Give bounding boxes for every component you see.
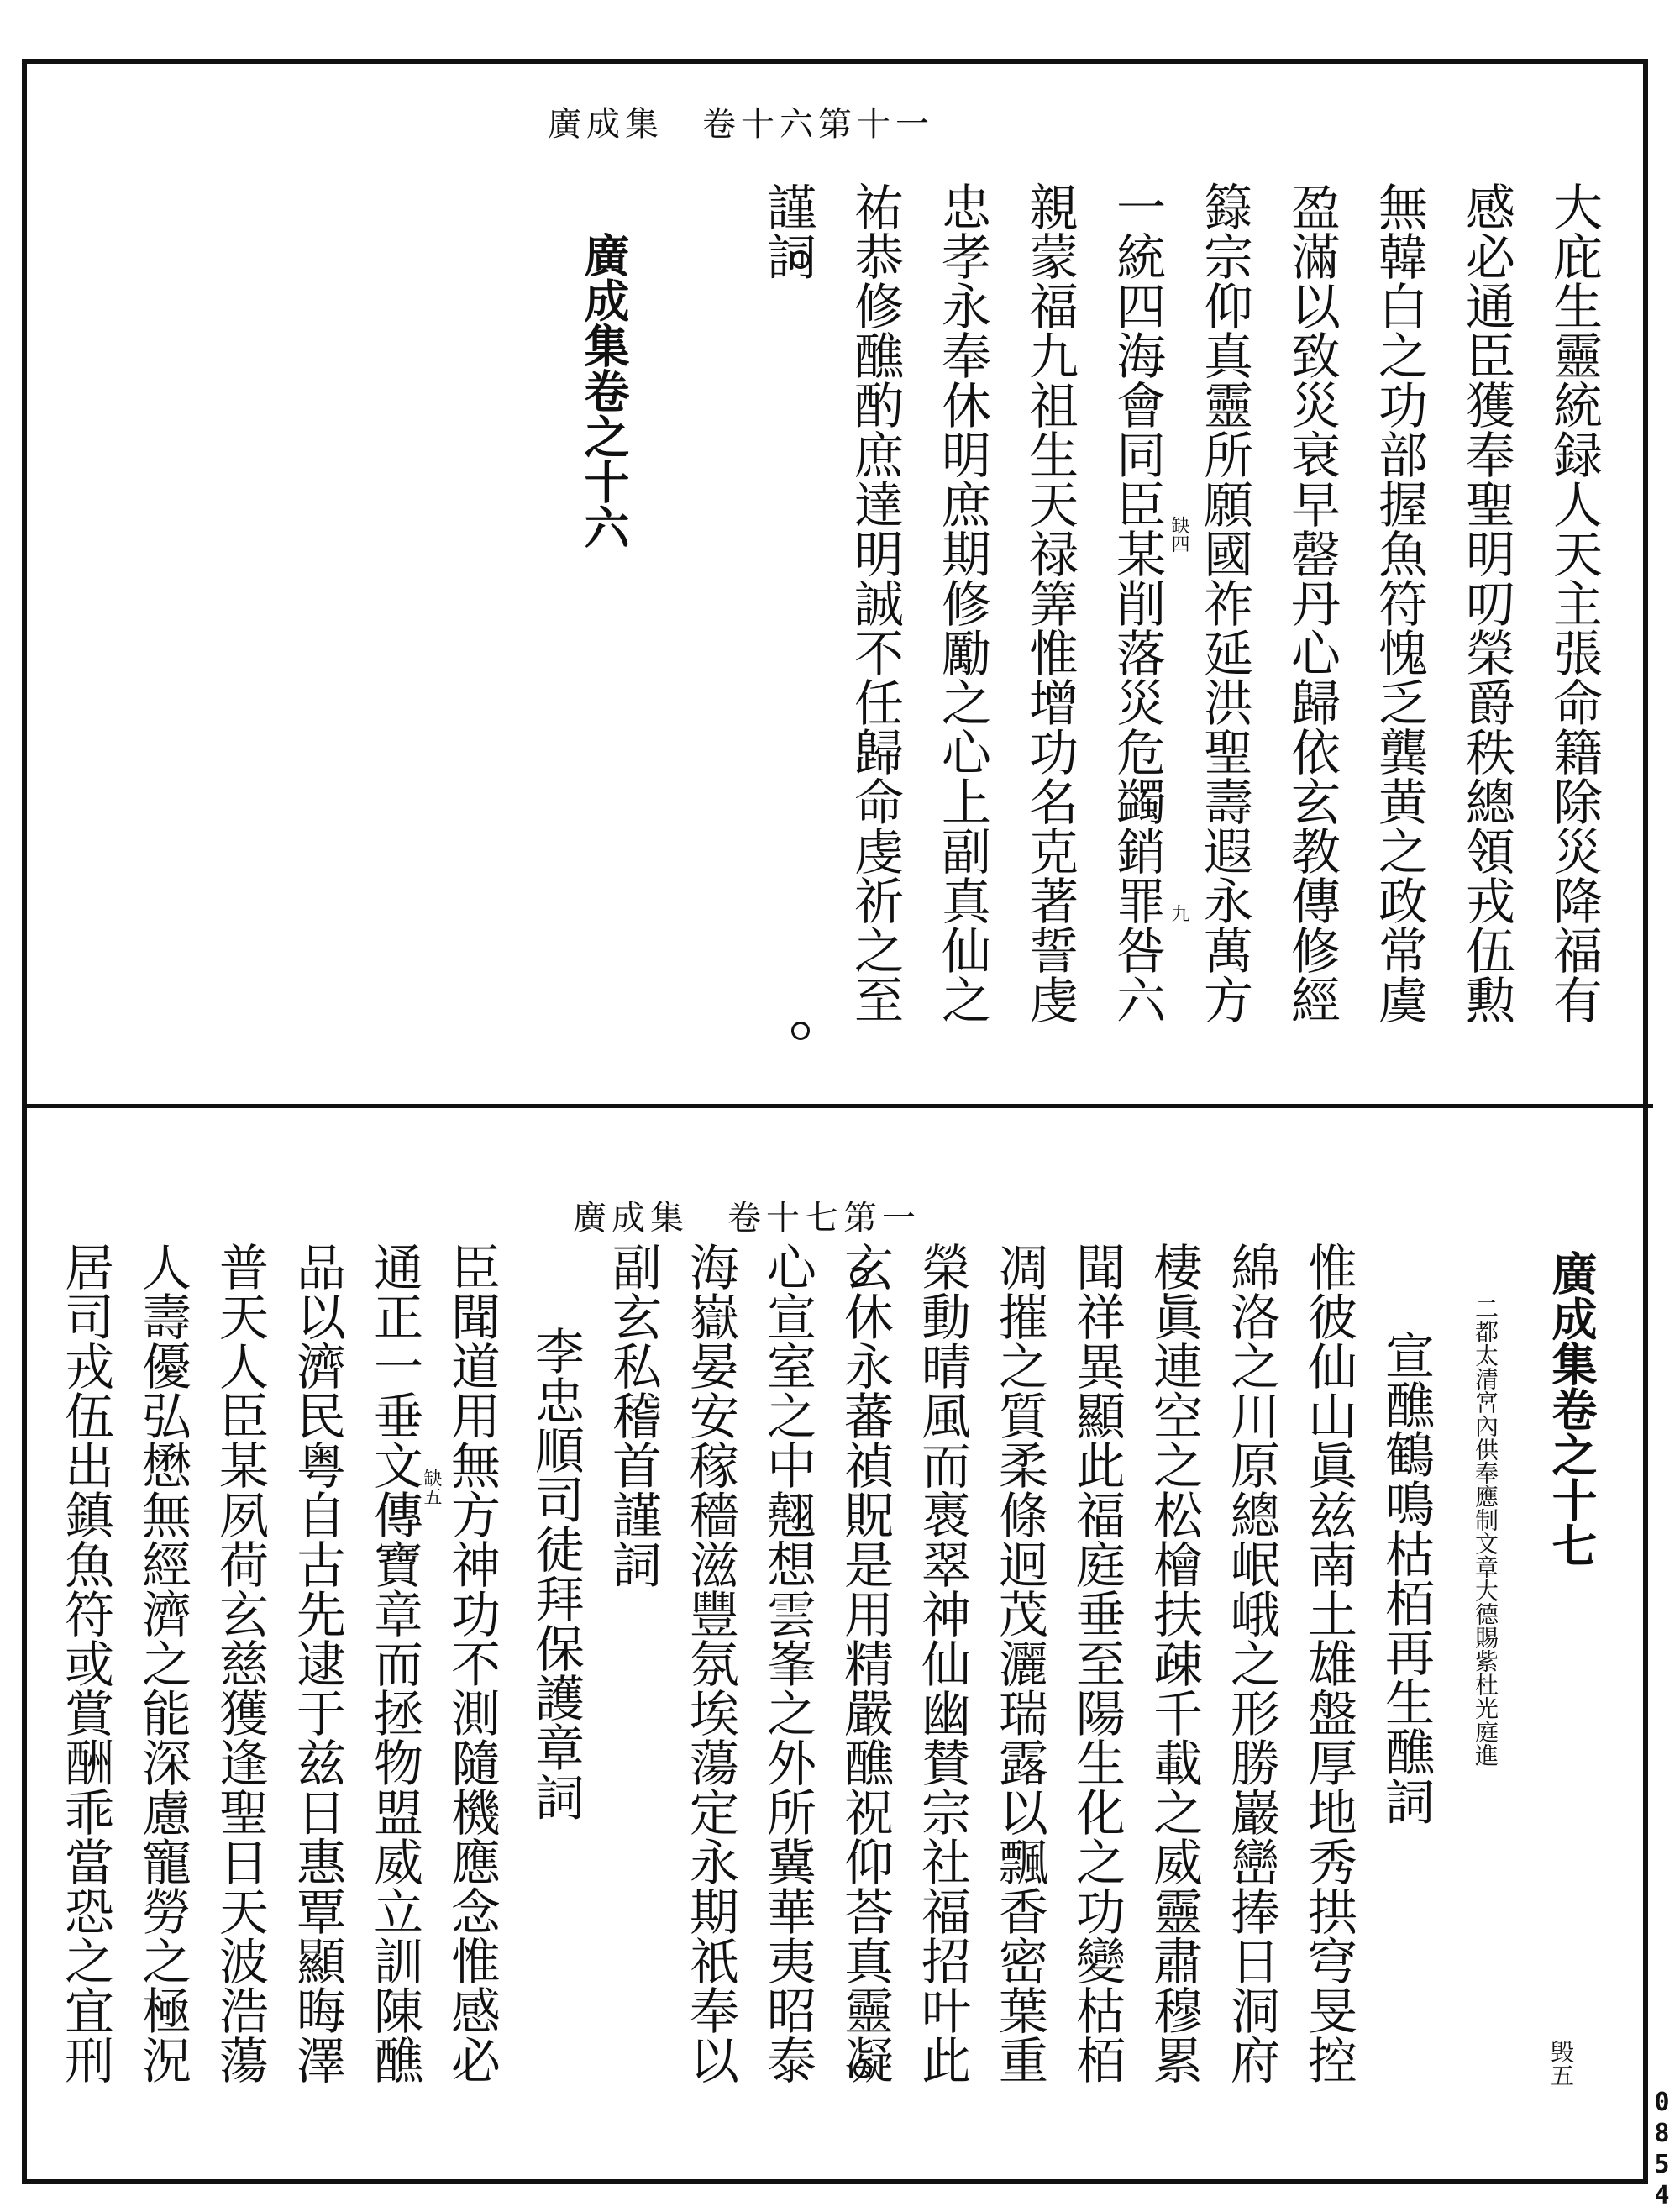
upper-text-column: 祐恭修醮酌庶達明誠不任歸命虔祈之至 [846, 181, 904, 1024]
upper-text-column: 大庇生靈統録人天主張命籍除災降福有 [1545, 181, 1603, 1024]
lower-text-column: 惟彼仙山眞兹南土雄盤厚地秀拱穹旻控 [1299, 1242, 1357, 2084]
lower-text-column: 普天人臣某夙荷玄慈獲逢聖日天波浩蕩 [211, 1242, 269, 2084]
upper-text-column: 無韓白之功部握魚符愧乏龔黄之政常虞 [1370, 181, 1428, 1024]
lower-text-column: 臣聞道用無方神功不測隨機應念惟感必 [443, 1242, 501, 2084]
lower-text-column: 凋摧之質柔條迥茂灑瑞露以飄香密葉重 [990, 1242, 1048, 2084]
upper-text-column: 忠孝永奉休明庶期修勵之心上副真仙之 [933, 181, 991, 1024]
lower-page [27, 1116, 1653, 2176]
lower-text-column: 人壽優弘懋無經濟之能深慮寵勞之極況 [134, 1242, 192, 2084]
lower-volume-title: 廣成集卷之十七 [1545, 1250, 1599, 1568]
upper-text-column: 盈滿以致災衰早罄丹心歸依玄教傳修經 [1283, 181, 1341, 1024]
lower-margin-note: 缺五 [421, 1469, 442, 1505]
lower-text-column: 榮動晴風而褭翠神仙幽賛宗社福招叶此 [913, 1242, 971, 2084]
upper-volume-title: 廣成集卷之十六 [577, 232, 631, 549]
lower-subtitle: 宣醮鶴鳴枯栢再生醮詞 [1377, 1330, 1435, 1826]
upper-page [27, 64, 1653, 1099]
lower-text-column: 聞祥異顯此福庭垂至陽生化之功變枯栢 [1068, 1242, 1126, 2084]
lower-text-column: 居司戎伍出鎮魚符或賞酬乖當恐之宜刑 [56, 1242, 114, 2084]
lower-subtitle: 李忠順司徒拜保護章詞 [527, 1326, 585, 1821]
lower-text-column: 副玄私稽首謹詞 [604, 1242, 662, 1589]
upper-margin-note: 九 [1168, 904, 1189, 922]
lower-text-column: 玄休永蕃禎貺是用精嚴醮祝仰荅真靈凝 [836, 1242, 894, 2084]
circle-mark-icon [791, 1022, 810, 1040]
upper-margin-note: 缺四 [1168, 516, 1189, 553]
author-line: 二都太清宮內供奉應制文章大德賜紫杜光庭進 [1472, 1296, 1499, 1767]
lower-text-column: 棲眞連空之松檜扶疎千載之威靈肅穆累 [1145, 1242, 1203, 2084]
lower-text-column: 心宣室之中翹想雲峯之外所冀華夷昭泰 [759, 1242, 816, 2084]
circle-mark-icon [791, 250, 810, 269]
circle-mark-icon [850, 1267, 869, 1285]
upper-text-column: 籙宗仰真靈所願國祚延洪聖壽遐永萬方 [1195, 181, 1253, 1024]
lower-text-column: 綿洛之川原總岷峨之形勝巖巒捧日洞府 [1222, 1242, 1280, 2084]
lower-running-header: 廣成集 卷十七第一 [573, 1199, 921, 1237]
upper-text-column: 謹詞 [759, 181, 816, 281]
page-divider [27, 1104, 1653, 1108]
lower-text-column: 品以濟民粤自古先逮于兹日惠覃顯晦澤 [288, 1242, 346, 2084]
lower-text-column: 通正一垂文傳寶章而拯物盟威立訓陳醮 [365, 1242, 423, 2084]
circle-mark-icon [853, 2060, 872, 2078]
lower-text-column: 海嶽晏安稼穡滋豐氛埃蕩定永期祇奉以 [681, 1242, 739, 2084]
upper-text-column: 一統四海會同臣某削落災危蠲銷罪咎六 [1108, 181, 1166, 1024]
page-number: 0854 [1647, 2088, 1677, 2212]
page-tag: 毁五 [1547, 2040, 1575, 2087]
upper-text-column: 親蒙福九祖生天禄筭惟增功名克著誓虔 [1021, 181, 1079, 1024]
upper-text-column: 感必通臣獲奉聖明叨榮爵秩總領戎伍勲 [1457, 181, 1515, 1024]
upper-running-header: 廣成集 卷十六第十一 [548, 105, 934, 144]
